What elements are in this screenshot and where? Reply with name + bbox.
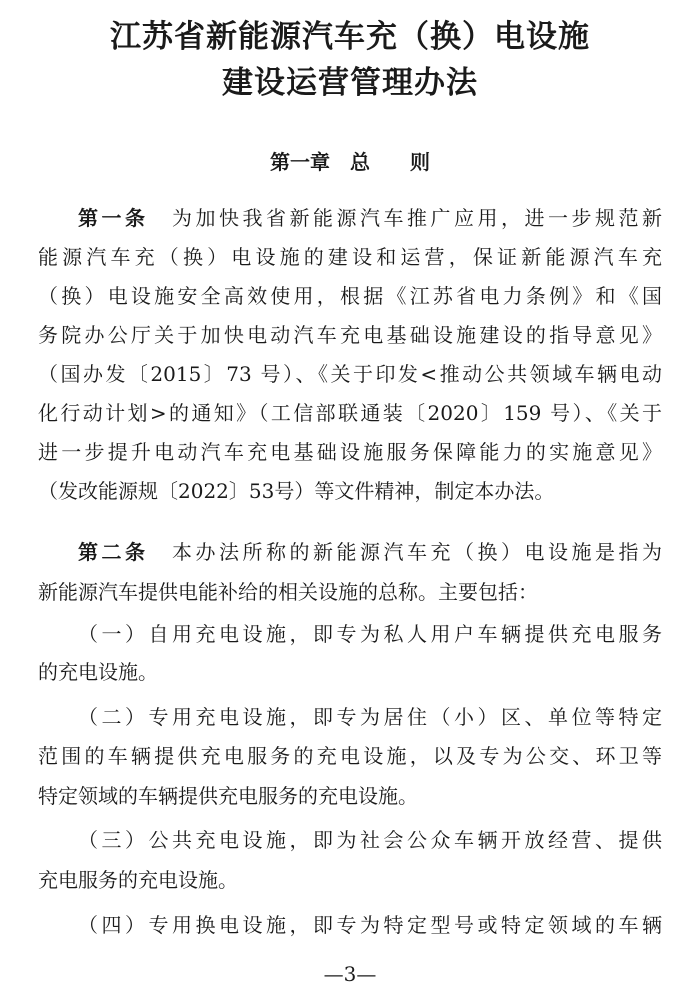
article-1-label: 第一条 [78, 206, 149, 230]
article-1-line: （换）电设施安全高效使用，根据《江苏省电力条例》和《国 [38, 284, 662, 308]
article-2-label: 第二条 [78, 540, 149, 564]
article-1-line: 能源汽车充（换）电设施的建设和运营，保证新能源汽车充 [38, 245, 662, 269]
article-1-line: 进一步提升电动汽车充电基础设施服务保障能力的实施意见》 [38, 440, 662, 464]
item-4-line: （四）专用换电设施，即专为特定型号或特定领域的车辆 [78, 913, 662, 937]
article-2-text: 本办法所称的新能源汽车充（换）电设施是指为 [172, 540, 662, 564]
article-1-line [78, 204, 662, 232]
article-1-line: （国办发〔2015〕73 号）、《关于印发<推动公共领域车辆电动 [38, 362, 662, 386]
item-3-line: 充电服务的充电设施。 [38, 868, 238, 892]
item-1-line: （一）自用充电设施，即专为私人用户车辆提供充电服务 [78, 622, 662, 646]
article-1-line: 化行动计划>的通知》（工信部联通装〔2020〕159 号）、《关于 [38, 401, 662, 425]
page-number: —3— [323, 962, 377, 986]
item-1-line: 的充电设施。 [38, 660, 158, 684]
chapter-heading: 第一章 总 则 [270, 150, 430, 174]
item-2-line: （二）专用充电设施，即专为居住（小）区、单位等特定 [78, 705, 662, 729]
item-2-line: 范围的车辆提供充电服务的充电设施，以及专为公交、环卫等 [38, 744, 662, 768]
article-1-line: （发改能源规〔2022〕53号）等文件精神，制定本办法。 [38, 479, 555, 503]
article-1-line: 务院办公厅关于加快电动汽车充电基础设施建设的指导意见》 [38, 323, 662, 347]
item-2-line: 特定领域的车辆提供充电服务的充电设施。 [38, 784, 418, 808]
document-title-line-2: 建设运营管理办法 [222, 65, 478, 101]
article-2-line [78, 538, 662, 566]
article-1-text: 为加快我省新能源汽车推广应用，进一步规范新 [172, 206, 662, 230]
item-3-line: （三）公共充电设施，即为社会公众车辆开放经营、提供 [78, 828, 662, 852]
article-2-line: 新能源汽车提供电能补给的相关设施的总称。主要包括： [38, 580, 538, 604]
document-title-line-1: 江苏省新能源汽车充（换）电设施 [110, 19, 590, 55]
